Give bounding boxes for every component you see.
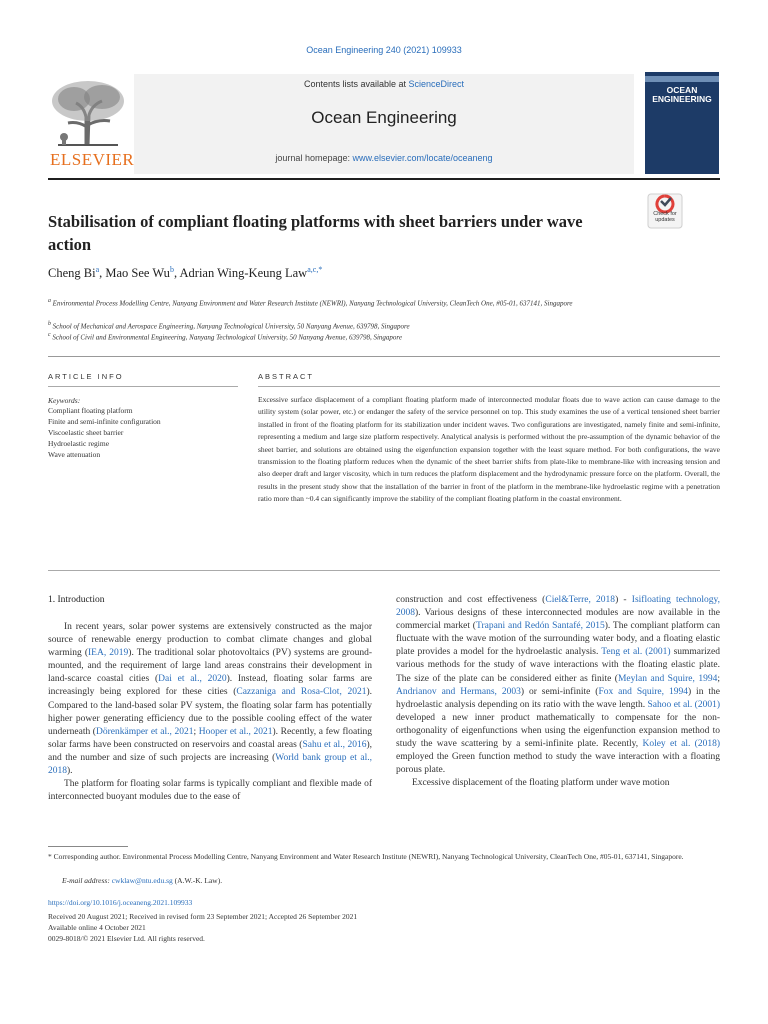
body-paragraph — [396, 594, 720, 777]
email-suffix: (A.W.-K. Law). — [172, 876, 223, 885]
author-name[interactable]: Mao See Wu — [105, 266, 170, 281]
body-text: ) or semi-infinite ( — [520, 686, 599, 697]
received-dates: Received 20 August 2021; Received in revised form 23 September 2021; Accepted 26 September 2021 — [48, 912, 358, 921]
body-column-right — [396, 594, 720, 790]
affiliation-c — [48, 330, 688, 342]
body-paragraph — [48, 621, 372, 778]
citation-link[interactable]: Fox and Squire, 1994 — [598, 686, 688, 697]
homepage-prefix: journal homepage: — [275, 153, 353, 163]
author-affiliation-sup[interactable]: a — [95, 265, 100, 274]
citation-link[interactable]: Koley et al. (2018) — [642, 739, 720, 750]
journal-title: Ocean Engineering — [311, 108, 457, 127]
citation-link[interactable]: Cazzaniga and Rosa-Clot, 2021 — [236, 687, 367, 698]
doi-link[interactable]: https://doi.org/10.1016/j.oceaneng.2021.109933 — [48, 898, 193, 907]
affiliation-a — [48, 296, 688, 308]
author-name[interactable]: Cheng Bi — [48, 266, 96, 281]
body-text: ). — [67, 766, 73, 777]
homepage-line — [134, 153, 634, 163]
header-divider — [48, 178, 720, 180]
citation-link[interactable]: IEA, 2019 — [88, 648, 129, 659]
body-text: The platform for floating solar farms is typically compliant and flexible made of interconnected buoyant modules due to the ease of — [48, 779, 372, 803]
article-info-label: ARTICLE INFO — [48, 372, 124, 381]
body-text: ; — [193, 726, 199, 737]
affiliation-text: School of Mechanical and Aerospace Engineering, Nanyang Technological University, 50 Nanyang Avenue, 639798, Singapore — [52, 322, 410, 331]
abstract-rule — [258, 386, 720, 387]
section-divider — [48, 356, 720, 357]
footnote-rule — [48, 846, 128, 847]
body-paragraph — [396, 777, 720, 790]
citation-link[interactable]: Meylan and Squire, 1994 — [617, 673, 718, 684]
journal-citation-link[interactable]: Ocean Engineering 240 (2021) 109933 — [306, 45, 462, 55]
citation-link[interactable]: Dörenkämper et al., 2021 — [95, 726, 194, 737]
corresponding-author-footnote: * Corresponding author. Environmental Process Modelling Centre, Nanyang Environment and Water Research Institute (NEWRI), Nanyang Technological University, CleanTech One, #05-01, 637141, Singapore. — [48, 852, 684, 861]
body-text: summarized various methods for the study of wave interactions with the floating elastic plate. The size of the plate can be considered either as finite ( — [396, 647, 720, 684]
citation-link[interactable]: Isifloating technology, 2008 — [396, 595, 721, 619]
body-text: ; — [717, 673, 720, 684]
body-text: ), and the number and size of such projects are increasing ( — [48, 739, 372, 763]
body-text: Excessive displacement of the floating platform under wave motion — [412, 778, 670, 789]
body-paragraph — [48, 778, 372, 804]
body-text: ) in the hydroelastic analysis depending on its ratio with the wave length. — [396, 686, 720, 710]
email-link[interactable]: cwklaw@ntu.edu.sg — [111, 876, 173, 885]
body-column-left — [48, 621, 372, 804]
body-text: ). Recently, a few floating solar farms have been constructed on reservoirs and coastal areas ( — [48, 726, 372, 750]
contents-line — [134, 79, 634, 89]
homepage-link[interactable]: www.elsevier.com/locate/oceaneng — [352, 153, 493, 163]
article-title: Stabilisation of compliant floating platforms with sheet barriers under wave action — [48, 212, 583, 254]
author-affiliation-sup[interactable]: a,c,* — [307, 265, 323, 274]
affiliation-sup: a — [48, 298, 51, 304]
abstract-text: Excessive surface displacement of a compliant floating platform made of interconnected modular floats due to wave action can cause damage to the utility system (solar power, etc.) or endanger the safety of the service personnel on top. This study examines the use of a vertical tensioned sheet barrier installed in front of the floating platform for its stabilization under incident waves. Two configurations are investigated, namely finite and semi-infinite, representing a medium and large size platform respectively. Analytical analysis is performed without the pre-assumption of the dynamic behavior of the sheet barrier, and solutions are obtained using the eigenfunction expansion together with the least square method. For both configurations, the wave transmission to the floating platform reduces when the dynamic of the sheet barrier shifts from plate-like to membrane-like with increasing tension and also deeper draft and larger viscosity, which in turn reduces the platform displacement and the hydrodynamic pressure force on the platform. Overall, the results in the present study show that the installation of the barrier in front of the platform in the membrane-like hydroelastic regime with a penetration ratio more than ~0.4 can significantly improve the stability of the compliant floating platform in the coastal environment. — [258, 395, 720, 504]
author-list: Cheng Bi$^a$, Mao See Wu$^b$, Adrian Wing-Keung Law$^{a,c,*}$ — [48, 265, 323, 281]
affiliation-sup: c — [48, 332, 51, 338]
article-info-rule — [48, 386, 238, 387]
author-affiliation-sup[interactable]: b — [169, 265, 174, 274]
affiliation-text: Environmental Process Modelling Centre, Nanyang Environment and Water Research Institute (NEWRI), Nanyang Technological University, CleanTech One, #05-01, 637141, Singapore — [52, 299, 573, 308]
citation-link[interactable]: Teng et al. (2001) — [601, 647, 671, 658]
email-label: E-mail address: — [62, 876, 112, 885]
cover-title-line2: ENGINEERING — [652, 94, 712, 104]
citation-link[interactable]: Ciel&Terre, 2018 — [545, 595, 616, 605]
body-text: developed a new inner product mathematically to compensate for the non-orthogonality of eigenfunctions when using the eigenfunction expansion method to study the wave scattering by a semi-infinite plate. Recently, — [396, 712, 720, 750]
citation-link[interactable]: Sahu et al., 2016 — [302, 739, 367, 750]
body-text: construction and cost effectiveness ( — [396, 595, 546, 605]
keywords-heading: Keywords: — [48, 396, 81, 405]
check-for-updates-label[interactable]: Check for updates — [653, 211, 677, 223]
cover-title-line1: OCEAN — [666, 85, 698, 95]
body-text: ). Compared to the land-based solar PV system, the floating solar farm has potentially higher power generating efficiency due to the possible cooling effect of the water underneath ( — [48, 687, 372, 737]
citation-link[interactable]: World bank group et al., 2018 — [48, 752, 373, 777]
affiliation-text: School of Civil and Environmental Engineering, Nanyang Technological University, 50 Nanyang Avenue, 639798, Singapore — [52, 333, 402, 342]
keyword-item[interactable]: Finite and semi-infinite configuration — [48, 417, 161, 426]
body-text: ). The compliant platform can fluctuate with the wave motion of the surrounding water body, and a floating elastic plate provides a model for the hydroelastic analysis. — [396, 621, 720, 658]
citation-link[interactable]: Sahoo et al. (2001) — [647, 699, 720, 710]
copyright-line: 0029-8018/© 2021 Elsevier Ltd. All rights reserved. — [48, 934, 205, 943]
sciencedirect-link[interactable]: ScienceDirect — [408, 79, 465, 89]
introduction-heading: 1. Introduction — [48, 595, 105, 605]
body-text: ) - — [615, 595, 632, 605]
keyword-item[interactable]: Viscoelastic sheet barrier — [48, 428, 124, 437]
cover-stripe — [645, 76, 719, 82]
email-line — [62, 876, 222, 885]
keyword-item[interactable]: Hydroelastic regime — [48, 439, 110, 448]
body-text: ). Various designs of these interconnected modules are now available in the commercial market ( — [396, 608, 720, 632]
body-text: employed the Green function method to study the wave interaction with a floating porous plate. — [396, 752, 720, 776]
citation-link[interactable]: Hooper et al., 2021 — [198, 726, 273, 737]
keyword-item[interactable]: Wave attenuation — [48, 450, 101, 459]
cover-title — [645, 86, 719, 104]
citation-link[interactable]: Dai et al., 2020 — [158, 674, 227, 685]
author-name[interactable]: Adrian Wing-Keung Law — [179, 266, 308, 281]
body-text: ). The traditional solar photovoltaics (PV) systems are ground-mounted, and the requirement of large land areas constrains their development in land-scarce coastal cities ( — [48, 648, 372, 685]
abstract-label: ABSTRACT — [258, 372, 315, 381]
body-text: In recent years, solar power systems are extensively constructed as the major source of renewable energy production to combat climate changes and global warming ( — [48, 622, 372, 659]
affiliation-sup: b — [48, 321, 51, 327]
elsevier-wordmark: ELSEVIER — [50, 150, 135, 169]
body-text: ). Instead, floating solar farms are increasingly being explored for these cities ( — [48, 674, 372, 698]
journal-cover-image[interactable] — [645, 72, 719, 174]
keyword-item[interactable]: Compliant floating platform — [48, 406, 133, 415]
available-online: Available online 4 October 2021 — [48, 923, 146, 932]
contents-prefix: Contents lists available at — [303, 79, 409, 89]
citation-link[interactable]: Andrianov and Hermans, 2003 — [396, 686, 521, 697]
abstract-bottom-rule — [48, 570, 720, 571]
citation-link[interactable]: Trapani and Redón Santafé, 2015 — [475, 621, 605, 632]
